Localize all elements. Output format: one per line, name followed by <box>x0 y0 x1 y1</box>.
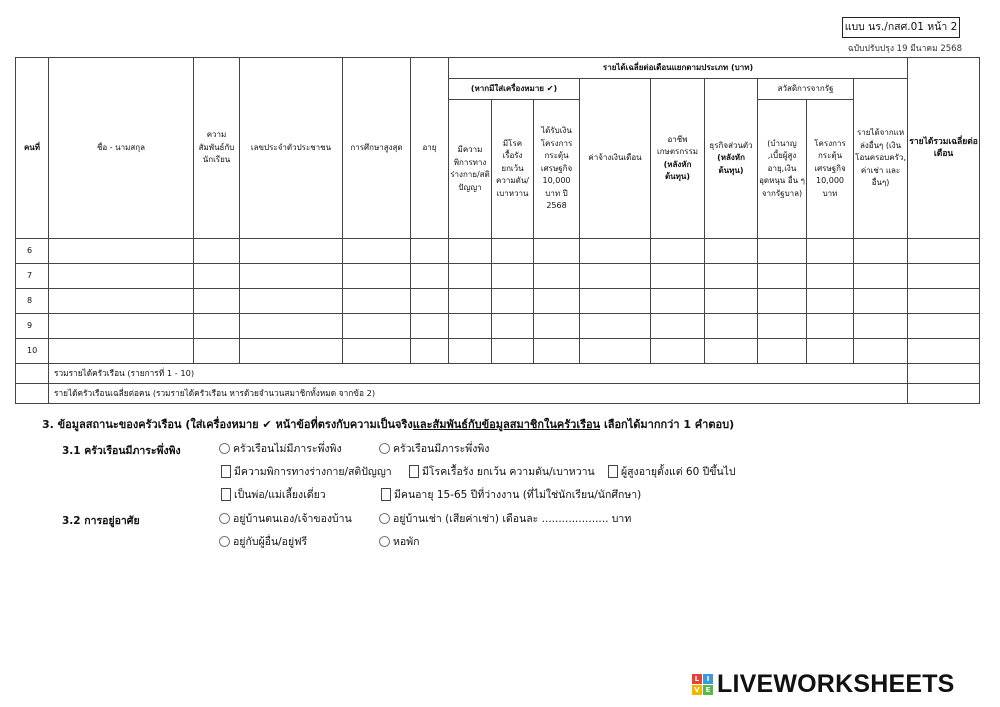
cell-input[interactable] <box>651 264 705 289</box>
cell-input[interactable] <box>449 289 492 314</box>
col-header-project-funds: ได้รับเงินโครงการกระตุ้นเศรษฐกิจ 10,000 บาท ปี 2568 <box>534 100 580 239</box>
cell-input[interactable] <box>651 239 705 264</box>
col-header-welfare: (บำนาญ ,เบี้ยผู้สูงอายุ,เงินอุดหนุน อื่น ๆ จากรัฐบาล) <box>758 100 807 239</box>
cell-input[interactable] <box>580 264 651 289</box>
q1-sub-disability[interactable] <box>221 463 392 480</box>
option-label: ผู้สูงอายุตั้งแต่ 60 ปีขึ้นไป <box>621 466 736 478</box>
col-header-business <box>705 79 758 239</box>
q2-option-dormitory[interactable] <box>379 533 420 550</box>
sum-household-value[interactable] <box>908 364 980 384</box>
cell-input[interactable] <box>854 264 908 289</box>
cell-input[interactable] <box>343 289 411 314</box>
q1-label: 3.1 ครัวเรือนมีภาระพึ่งพิง <box>62 445 181 457</box>
cell-input[interactable] <box>194 264 240 289</box>
option-label: หอพัก <box>393 536 420 548</box>
cell-input[interactable] <box>534 339 580 364</box>
col-header-education: การศึกษาสูงสุด <box>343 58 411 239</box>
table-row <box>16 314 980 339</box>
cell-input[interactable] <box>758 289 807 314</box>
radio-circle-icon[interactable] <box>219 536 230 547</box>
q2-option-with-others[interactable] <box>219 533 307 550</box>
option-label: มีโรคเรื้อรัง ยกเว้น ความดัน/เบาหวาน <box>422 466 595 478</box>
q1-sub-unemployed[interactable] <box>381 486 641 503</box>
cell-input[interactable] <box>758 264 807 289</box>
cell-input[interactable] <box>343 314 411 339</box>
cell-input[interactable] <box>534 289 580 314</box>
form-code: แบบ นร./กสศ.01 หน้า 2 <box>842 17 960 38</box>
sum-household-label: รวมรายได้ครัวเรือน (รายการที่ 1 - 10) <box>49 364 908 384</box>
cell-input[interactable] <box>854 314 908 339</box>
agri-note: (หลังหักต้นทุน) <box>663 159 692 181</box>
col-header-chronic: มีโรคเรื้อรัง ยกเว้น ความดัน/เบาหวาน <box>492 100 534 239</box>
cell-input[interactable] <box>49 264 194 289</box>
col-header-name: ชื่อ - นามสกุล <box>49 58 194 239</box>
household-members-table <box>15 57 980 404</box>
cell-input[interactable] <box>705 339 758 364</box>
cell-input[interactable] <box>807 239 854 264</box>
cell-input[interactable] <box>705 289 758 314</box>
cell-input[interactable] <box>908 264 980 289</box>
cell-input[interactable] <box>758 314 807 339</box>
q2-label: 3.2 การอยู่อาศัย <box>62 515 140 527</box>
business-label: ธุรกิจส่วนตัว <box>709 140 753 150</box>
option-label: อยู่บ้านเช่า (เสียค่าเช่า) เดือนละ .................... บาท <box>393 513 632 525</box>
section-3-title <box>42 415 734 433</box>
q1-sub-elderly[interactable] <box>608 463 736 480</box>
cell-input[interactable] <box>49 314 194 339</box>
radio-circle-icon[interactable] <box>219 513 230 524</box>
agri-label: อาชีพเกษตรกรรม <box>656 134 699 156</box>
cell-input[interactable] <box>492 314 534 339</box>
radio-circle-icon[interactable] <box>379 536 390 547</box>
cell-input[interactable] <box>651 314 705 339</box>
q2-option-rented[interactable] <box>379 510 631 527</box>
section-title-c: เลือกได้มากกว่า 1 คำตอบ) <box>600 418 735 431</box>
cell-input[interactable] <box>240 239 343 264</box>
cell-input[interactable] <box>240 264 343 289</box>
col-header-total: รายได้รวมเฉลี่ยต่อเดือน <box>908 58 980 239</box>
cell-input[interactable] <box>411 289 449 314</box>
cell-input[interactable] <box>411 239 449 264</box>
cell-input[interactable] <box>580 339 651 364</box>
table-row <box>16 239 980 264</box>
cell-input[interactable] <box>651 289 705 314</box>
cell-input[interactable] <box>194 314 240 339</box>
cell-input[interactable] <box>49 289 194 314</box>
cell-input[interactable] <box>492 289 534 314</box>
cell-input[interactable] <box>580 239 651 264</box>
checkbox-icon[interactable] <box>221 465 231 478</box>
sum-household-row <box>16 364 980 384</box>
check-group-header: (หากมีใส่เครื่องหมาย ✔) <box>449 79 580 100</box>
logo-mark-icon <box>692 674 713 695</box>
checkbox-icon[interactable] <box>409 465 419 478</box>
cell-input[interactable] <box>908 239 980 264</box>
cell-input[interactable] <box>705 264 758 289</box>
section-title-b: และสัมพันธ์กับข้อมูลสมาชิกในครัวเรือน <box>412 418 601 431</box>
cell-input[interactable] <box>240 339 343 364</box>
checkbox-icon[interactable] <box>221 488 231 501</box>
option-label: อยู่กับผู้อื่น/อยู่ฟรี <box>233 536 308 548</box>
option-label: ครัวเรือนไม่มีภาระพึ่งพิง <box>233 443 342 455</box>
col-header-relation: ความสัมพันธ์กับนักเรียน <box>194 58 240 239</box>
cell-input[interactable] <box>492 239 534 264</box>
cell-input[interactable] <box>705 314 758 339</box>
cell-input[interactable] <box>49 239 194 264</box>
logo-letter: L <box>692 674 702 684</box>
cell-input[interactable] <box>908 289 980 314</box>
table-row <box>16 289 980 314</box>
section-title-a: 3. ข้อมูลสถานะของครัวเรือน (ใส่เครื่องหมาย ✔ หน้าข้อที่ตรงกับความเป็นจริง <box>42 418 413 431</box>
cell-input[interactable] <box>807 339 854 364</box>
cell-input[interactable] <box>449 339 492 364</box>
q1-sub-chronic[interactable] <box>409 463 595 480</box>
cell-input[interactable] <box>854 339 908 364</box>
cell-input[interactable] <box>449 314 492 339</box>
logo-text: LIVEWORKSHEETS <box>717 669 955 698</box>
cell-input[interactable] <box>580 289 651 314</box>
row-number: 6 <box>16 239 49 264</box>
income-group-header: รายได้เฉลี่ยต่อเดือนแยกตามประเภท (บาท) <box>449 58 908 79</box>
cell-input[interactable] <box>534 239 580 264</box>
radio-circle-icon[interactable] <box>379 443 390 454</box>
cell-input[interactable] <box>240 289 343 314</box>
col-header-agri <box>651 79 705 239</box>
checkbox-icon[interactable] <box>381 488 391 501</box>
cell-input[interactable] <box>758 239 807 264</box>
cell-input[interactable] <box>194 239 240 264</box>
cell-input[interactable] <box>411 264 449 289</box>
cell-input[interactable] <box>49 339 194 364</box>
cell-input[interactable] <box>854 289 908 314</box>
sum-per-person-value[interactable] <box>908 384 980 404</box>
col-header-disability: มีความพิการทางร่างกาย/สติปัญญา <box>449 100 492 239</box>
cell-input[interactable] <box>705 239 758 264</box>
cell-input[interactable] <box>807 314 854 339</box>
col-header-stimulus: โครงการกระตุ้นเศรษฐกิจ 10,000 บาท <box>807 100 854 239</box>
cell-input[interactable] <box>449 264 492 289</box>
col-header-no: คนที่ <box>16 58 49 239</box>
cell-input[interactable] <box>343 264 411 289</box>
option-label: อยู่บ้านตนเอง/เจ้าของบ้าน <box>233 513 352 525</box>
cell-input[interactable] <box>758 339 807 364</box>
cell-input[interactable] <box>343 339 411 364</box>
cell-input[interactable] <box>492 264 534 289</box>
logo-letter: V <box>692 685 702 695</box>
cell-input[interactable] <box>807 264 854 289</box>
cell-input[interactable] <box>854 239 908 264</box>
row-number: 9 <box>16 314 49 339</box>
cell-input[interactable] <box>194 289 240 314</box>
option-label: เป็นพ่อ/แม่เลี้ยงเดี่ยว <box>234 489 326 501</box>
cell-input[interactable] <box>580 314 651 339</box>
cell-input[interactable] <box>240 314 343 339</box>
col-header-id: เลขประจำตัวประชาชน <box>240 58 343 239</box>
radio-circle-icon[interactable] <box>219 443 230 454</box>
cell-input[interactable] <box>411 314 449 339</box>
table-row <box>16 264 980 289</box>
cell-input[interactable] <box>534 314 580 339</box>
revision-date: ฉบับปรับปรุง 19 มีนาคม 2568 <box>847 44 962 54</box>
col-header-other-income: รายได้จากแหล่งอื่นๆ (เงินโอนครอบครัว, ค่าเช่า และอื่นๆ) <box>854 79 908 239</box>
col-header-wages: ค่าจ้างเงินเดือน <box>580 79 651 239</box>
cell-input[interactable] <box>492 339 534 364</box>
option-label: มีความพิการทางร่างกาย/สติปัญญา <box>234 466 392 478</box>
row-number: 7 <box>16 264 49 289</box>
logo-letter: E <box>703 685 713 695</box>
option-label: มีคนอายุ 15-65 ปีที่ว่างงาน (ที่ไม่ใช่นักเรียน/นักศึกษา) <box>394 489 642 501</box>
cell-input[interactable] <box>411 339 449 364</box>
col-header-age: อายุ <box>411 58 449 239</box>
sum-spacer <box>16 364 49 384</box>
logo-letter: I <box>703 674 713 684</box>
sum-per-person-label: รายได้ครัวเรือนเฉลี่ยต่อคน (รวมรายได้ครัวเรือน หารด้วยจำนวนสมาชิกทั้งหมด จากข้อ 2) <box>49 384 908 404</box>
radio-circle-icon[interactable] <box>379 513 390 524</box>
q1-option-no-dependents[interactable] <box>219 440 342 457</box>
welfare-group-header: สวัสดิการจากรัฐ <box>758 79 854 100</box>
option-label: ครัวเรือนมีภาระพึ่งพิง <box>393 443 490 455</box>
cell-input[interactable] <box>807 289 854 314</box>
cell-input[interactable] <box>343 239 411 264</box>
sum-spacer <box>16 384 49 404</box>
liveworksheets-logo <box>692 670 955 698</box>
q1-sub-single-parent[interactable] <box>221 486 326 503</box>
cell-input[interactable] <box>908 339 980 364</box>
q2-option-own-home[interactable] <box>219 510 352 527</box>
table-row <box>16 339 980 364</box>
row-number: 10 <box>16 339 49 364</box>
cell-input[interactable] <box>194 339 240 364</box>
sum-per-person-row <box>16 384 980 404</box>
cell-input[interactable] <box>651 339 705 364</box>
cell-input[interactable] <box>449 239 492 264</box>
business-note: (หลังหักต้นทุน) <box>717 153 745 175</box>
row-number: 8 <box>16 289 49 314</box>
cell-input[interactable] <box>534 264 580 289</box>
cell-input[interactable] <box>908 314 980 339</box>
checkbox-icon[interactable] <box>608 465 618 478</box>
q1-option-has-dependents[interactable] <box>379 440 489 457</box>
